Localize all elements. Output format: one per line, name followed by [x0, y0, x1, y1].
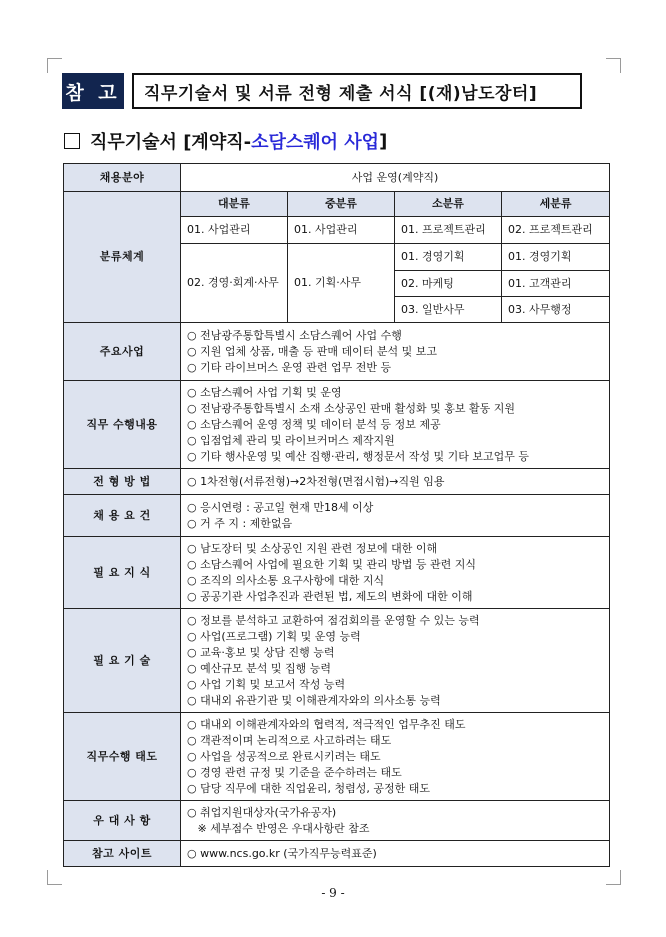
label-main-business: 주요사업 — [64, 323, 181, 381]
label-preference: 우 대 사 항 — [64, 801, 181, 841]
reference-tag: 참 고 — [62, 73, 124, 109]
list-item: ○ 객관적이며 논리적으로 사고하려는 태도 — [187, 733, 392, 747]
section-title-suffix: ] — [379, 130, 388, 152]
list-item: ○ 사업 기획 및 보고서 작성 능력 — [187, 677, 346, 691]
duties-list — [181, 381, 610, 469]
list-item: ○ 조직의 의사소통 요구사항에 대한 지식 — [187, 573, 385, 587]
list-item: ○ 예산규모 분석 및 집행 능력 — [187, 661, 331, 675]
header-major: 대분류 — [181, 192, 288, 217]
class-cell: 03. 일반사무 — [395, 297, 502, 323]
row-field — [64, 164, 610, 192]
list-item: ○ 대내외 이해관계자와의 협력적, 적극적인 업무추진 태도 — [187, 717, 466, 731]
row-reference — [64, 841, 610, 867]
list-item: ○ 응시연령 : 공고일 현재 만18세 이상 — [187, 500, 374, 514]
row-preference — [64, 801, 610, 841]
label-requirements: 채 용 요 건 — [64, 495, 181, 537]
list-item: ○ 전남광주통합특별시 소재 소상공인 판매 활성화 및 홍보 활동 지원 — [187, 401, 515, 415]
list-item: ○ 소담스퀘어 운영 정책 및 데이터 분석 등 정보 제공 — [187, 417, 441, 431]
value-field: 사업 운영(계약직) — [181, 164, 610, 192]
job-description-table — [63, 163, 610, 867]
row-method — [64, 469, 610, 495]
label-method: 전 형 방 법 — [64, 469, 181, 495]
crop-mark-bottom-left — [47, 870, 62, 885]
class-cell: 01. 프로젝트관리 — [395, 217, 502, 244]
row-requirements — [64, 495, 610, 537]
title-banner — [62, 73, 582, 109]
class-cell: 02. 마케팅 — [395, 271, 502, 297]
crop-mark-top-left — [47, 58, 62, 73]
list-item: ○ 담당 직무에 대한 직업윤리, 청렴성, 공정한 태도 — [187, 781, 430, 795]
list-item: ○ 기타 라이브머스 운영 관련 업무 전반 등 — [187, 360, 392, 374]
preference-list — [181, 801, 610, 841]
main-business-list — [181, 323, 610, 381]
class-cell: 01. 경영기획 — [502, 244, 610, 271]
list-item: ○ 전남광주통합특별시 소담스퀘어 사업 수행 — [187, 328, 402, 342]
requirements-list — [181, 495, 610, 537]
label-field: 채용분야 — [64, 164, 181, 192]
checkbox-square-icon — [64, 133, 80, 149]
page-number: - 9 - — [321, 886, 345, 900]
row-duties — [64, 381, 610, 469]
class-cell: 01. 고객관리 — [502, 271, 610, 297]
label-knowledge: 필 요 지 식 — [64, 537, 181, 609]
label-reference: 참고 사이트 — [64, 841, 181, 867]
class-cell: 01. 기획·사무 — [288, 244, 395, 323]
list-item: ○ 남도장터 및 소상공인 지원 관련 정보에 대한 이해 — [187, 541, 438, 555]
list-item: ○ 소담스퀘어 사업 기획 및 운영 — [187, 385, 342, 399]
reference-link[interactable]: ○ www.ncs.go.kr (국가직무능력표준) — [187, 846, 377, 860]
class-cell: 01. 경영기획 — [395, 244, 502, 271]
row-knowledge — [64, 537, 610, 609]
header-minor: 소분류 — [395, 192, 502, 217]
list-item: ○ 거 주 지 : 제한없음 — [187, 516, 293, 530]
knowledge-list — [181, 537, 610, 609]
list-item: ○ 취업지원대상자(국가유공자) — [187, 805, 337, 819]
section-title-prefix: 직무기술서 [계약직- — [90, 132, 252, 153]
list-item: ○ 1차전형(서류전형)→2차전형(면접시험)→직원 임용 — [187, 474, 445, 488]
list-item: ○ 교육·홍보 및 상담 진행 능력 — [187, 645, 335, 659]
attitude-list — [181, 713, 610, 801]
crop-mark-bottom-right — [606, 870, 621, 885]
class-cell: 02. 경영·회계·사무 — [181, 244, 288, 323]
list-item: ○ 공공기관 사업추진과 관련된 법, 제도의 변화에 대한 이해 — [187, 589, 473, 603]
list-item: ○ 대내외 유관기관 및 이해관계자와의 의사소통 능력 — [187, 693, 441, 707]
list-item: ○ 정보를 분석하고 교환하여 점검회의를 운영할 수 있는 능력 — [187, 613, 480, 627]
header-detail: 세분류 — [502, 192, 610, 217]
skills-list — [181, 609, 610, 713]
label-classification: 분류체계 — [64, 192, 181, 323]
label-skills: 필 요 기 술 — [64, 609, 181, 713]
method-list — [181, 469, 610, 495]
row-attitude — [64, 713, 610, 801]
list-item: ○ 기타 행사운영 및 예산 집행·관리, 행정문서 작성 및 기타 보고업무 등 — [187, 449, 529, 463]
class-cell: 01. 사업관리 — [288, 217, 395, 244]
list-item: ○ 경영 관련 규정 및 기준을 준수하려는 태도 — [187, 765, 402, 779]
class-cell: 01. 사업관리 — [181, 217, 288, 244]
section-title-highlight: 소담스퀘어 사업 — [251, 132, 380, 153]
list-item: ○ 소담스퀘어 사업에 필요한 기획 및 관리 방법 등 관련 지식 — [187, 557, 476, 571]
list-item: ○ 지원 업체 상품, 매출 등 판매 데이터 분석 및 보고 — [187, 344, 437, 358]
row-class-header — [64, 192, 610, 217]
class-cell: 02. 프로젝트관리 — [502, 217, 610, 244]
reference-list — [181, 841, 610, 867]
class-cell: 03. 사무행정 — [502, 297, 610, 323]
list-item: ※ 세부점수 반영은 우대사항란 참조 — [187, 821, 370, 835]
header-middle: 중분류 — [288, 192, 395, 217]
section-heading — [62, 126, 622, 156]
list-item: ○ 사업(프로그램) 기획 및 운영 능력 — [187, 629, 361, 643]
row-skills — [64, 609, 610, 713]
label-duties: 직무 수행내용 — [64, 381, 181, 469]
crop-mark-top-right — [606, 58, 621, 73]
list-item: ○ 입점업체 관리 및 라이브커머스 제작지원 — [187, 433, 395, 447]
banner-title: 직무기술서 및 서류 전형 제출 서식 [(재)남도장터] — [132, 73, 582, 109]
row-main-business — [64, 323, 610, 381]
list-item: ○ 사업을 성공적으로 완료시키려는 태도 — [187, 749, 381, 763]
label-attitude: 직무수행 태도 — [64, 713, 181, 801]
